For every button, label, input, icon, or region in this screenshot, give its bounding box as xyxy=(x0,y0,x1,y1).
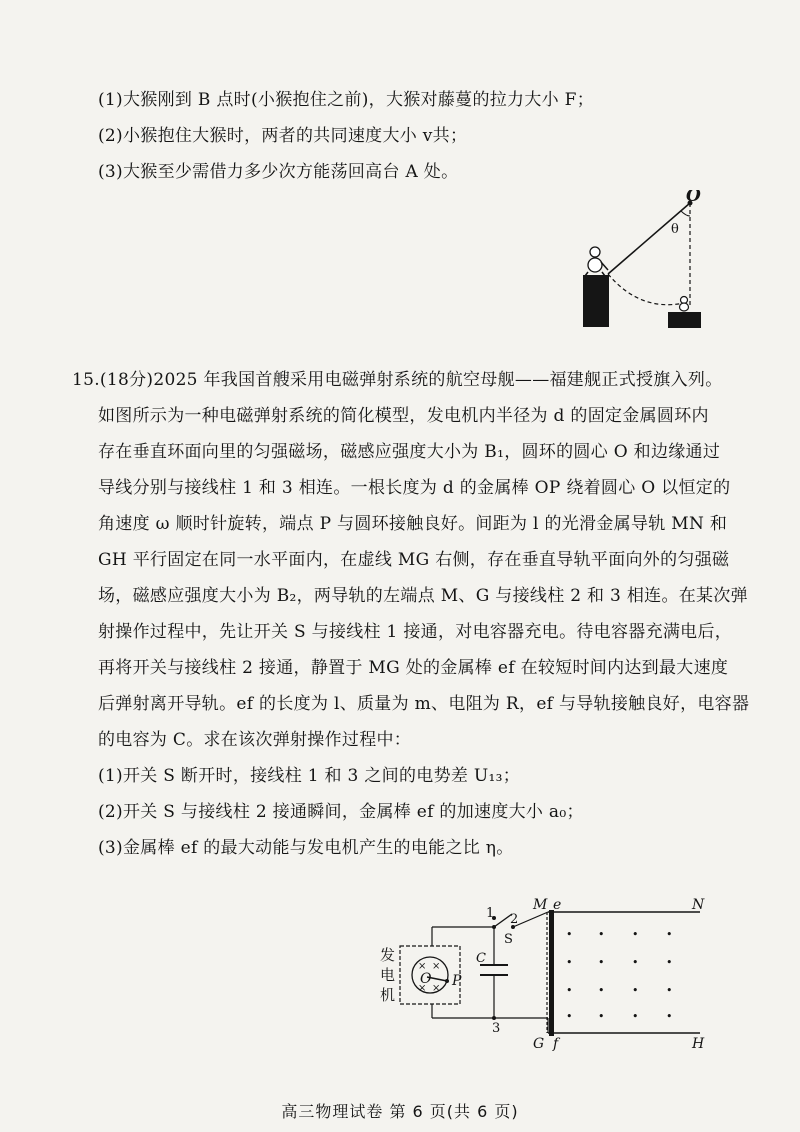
q15-sub1: (1)开关 S 断开时，接线柱 1 和 3 之间的电势差 U₁₃； xyxy=(98,766,521,786)
label-switch-s: S xyxy=(504,932,513,947)
svg-text:•: • xyxy=(666,928,673,941)
q15-line-3: 存在垂直环面向里的匀强磁场，磁感应强度大小为 B₁，圆环的圆心 O 和边缘通过 xyxy=(98,442,721,462)
label-point-p: P xyxy=(452,973,462,989)
q14-sub3: (3)大猴至少需借力多少次方能荡回高台 A 处。 xyxy=(98,162,459,182)
label-e: e xyxy=(553,897,562,913)
svg-text:×: × xyxy=(418,961,427,972)
label-generator-1: 发 xyxy=(380,946,396,964)
q15-line-4: 导线分别与接线柱 1 和 3 相连。一根长度为 d 的金属棒 OP 绕着圆心 O 以恒定的 xyxy=(98,478,731,498)
svg-text:×: × xyxy=(432,961,441,972)
big-monkey-icon xyxy=(585,247,608,276)
label-h: H xyxy=(692,1036,705,1052)
q15-line-1: 15.(18分)2025 年我国首艘采用电磁弹射系统的航空母舰——福建舰正式授旗入列。 xyxy=(72,370,723,390)
label-center-o: O xyxy=(420,971,432,987)
label-n: N xyxy=(692,897,705,913)
q15-line-6: GH 平行固定在同一水平面内，在虚线 MG 右侧，存在垂直导轨平面向外的匀强磁 xyxy=(98,550,730,570)
vine-line xyxy=(608,203,690,274)
angle-arc xyxy=(681,211,690,216)
label-f: f xyxy=(553,1036,559,1052)
q15-line-9: 再将开关与接线柱 2 接通，静置于 MG 处的金属棒 ef 在较短时间内达到最大速度 xyxy=(98,658,729,678)
svg-text:•: • xyxy=(632,956,639,969)
q15-line-8: 射操作过程中，先让开关 S 与接线柱 1 接通，对电容器充电。待电容器充满电后， xyxy=(98,622,733,642)
svg-text:•: • xyxy=(598,1010,605,1023)
q14-sub2: (2)小猴抱住大猴时，两者的共同速度大小 v共； xyxy=(98,126,468,146)
swing-arc xyxy=(608,274,684,305)
q14-sub1: (1)大猴刚到 B 点时(小猴抱住之前)，大猴对藤蔓的拉力大小 F； xyxy=(98,90,595,110)
label-terminal-3: 3 xyxy=(492,1021,501,1036)
q15-line-7: 场，磁感应强度大小为 B₂，两导轨的左端点 M、G 与接线柱 2 和 3 相连。在某次弹 xyxy=(98,586,748,606)
svg-text:•: • xyxy=(632,928,639,941)
small-monkey-icon xyxy=(680,297,689,312)
svg-text:×: × xyxy=(418,983,427,994)
q15-sub2: (2)开关 S 与接线柱 2 接通瞬间，金属棒 ef 的加速度大小 a₀； xyxy=(98,802,584,822)
svg-text:•: • xyxy=(566,956,573,969)
label-g: G xyxy=(533,1036,545,1052)
svg-text:•: • xyxy=(598,984,605,997)
label-capacitor-c: C xyxy=(476,951,486,966)
q15-line-5: 角速度 ω 顺时针旋转，端点 P 与圆环接触良好。间距为 l 的光滑金属导轨 MN 和 xyxy=(98,514,728,534)
label-terminal-2: 2 xyxy=(510,912,519,927)
rod-ef xyxy=(549,910,554,1036)
q14-figure xyxy=(570,190,720,340)
q15-sub3: (3)金属棒 ef 的最大动能与发电机产生的电能之比 η。 xyxy=(98,838,514,858)
svg-text:•: • xyxy=(666,1010,673,1023)
label-m: M xyxy=(533,897,548,913)
page-footer: 高三物理试卷 第 6 页(共 6 页) xyxy=(281,1102,519,1121)
angle-label: θ xyxy=(671,222,679,237)
q15-figure xyxy=(370,890,730,1060)
svg-text:•: • xyxy=(666,984,673,997)
svg-text:•: • xyxy=(566,984,573,997)
label-generator-3: 机 xyxy=(380,986,396,1004)
q15-line-2: 如图所示为一种电磁弹射系统的简化模型，发电机内半径为 d 的固定金属圆环内 xyxy=(98,406,709,426)
magnetic-field-dots xyxy=(566,928,673,1023)
svg-text:•: • xyxy=(598,956,605,969)
svg-text:•: • xyxy=(632,984,639,997)
platform-a xyxy=(583,275,609,327)
svg-text:•: • xyxy=(666,956,673,969)
svg-text:•: • xyxy=(566,1010,573,1023)
svg-text:•: • xyxy=(598,928,605,941)
q15-line-10: 后弹射离开导轨。ef 的长度为 l、质量为 m、电阻为 R，ef 与导轨接触良好，电容器 xyxy=(98,694,750,714)
svg-text:×: × xyxy=(432,983,441,994)
q15-line-11: 的电容为 C。求在该次弹射操作过程中： xyxy=(98,730,412,750)
label-generator-2: 电 xyxy=(380,966,396,984)
svg-text:•: • xyxy=(566,928,573,941)
svg-text:•: • xyxy=(632,1010,639,1023)
label-terminal-1: 1 xyxy=(486,906,495,921)
pivot-label: O xyxy=(686,190,701,206)
platform-b xyxy=(668,312,701,328)
